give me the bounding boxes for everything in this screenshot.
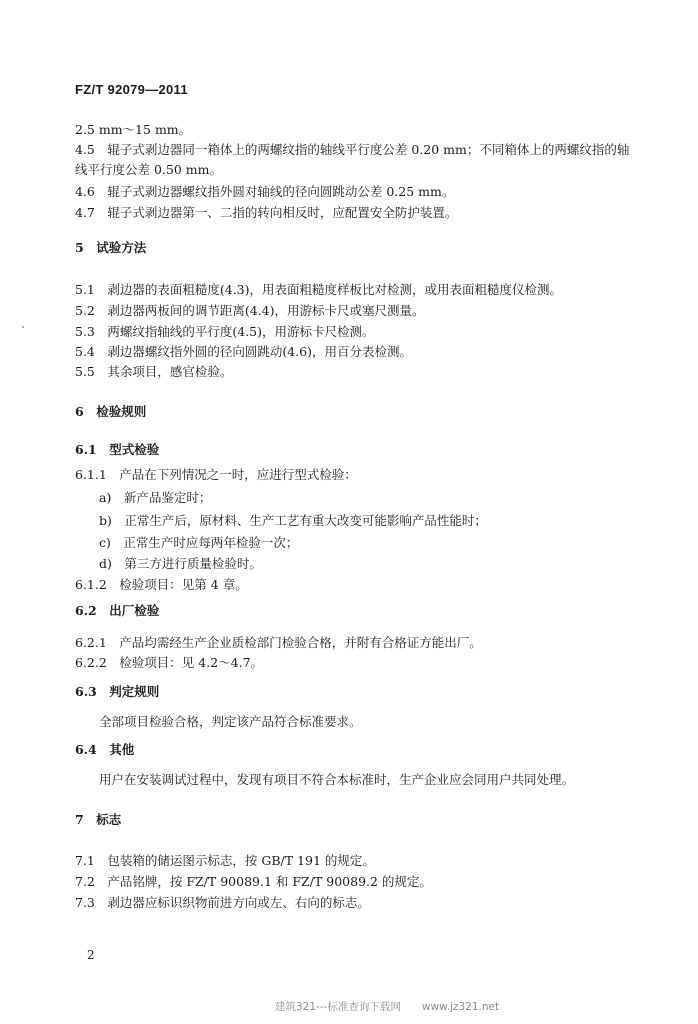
text-line: 6.1.2 检验项目：见第 4 章。 <box>75 577 248 592</box>
text-line: 5.3 两螺纹指轴线的平行度(4.5)，用游标卡尺检测。 <box>75 324 375 339</box>
scan-speck <box>22 326 24 328</box>
section-heading: 6.4 其他 <box>75 742 135 757</box>
page-number: 2 <box>87 948 95 962</box>
text-line: 6.2.1 产品均需经生产企业质检部门检验合格，并附有合格证方能出厂。 <box>75 635 482 650</box>
text-line: 线平行度公差 0.50 mm。 <box>75 162 222 177</box>
text-line: 6.1.1 产品在下列情况之一时，应进行型式检验： <box>75 467 357 482</box>
text-line: c) 正常生产时应每两年检验一次； <box>99 535 299 550</box>
text-line: a) 新产品鉴定时； <box>99 490 212 505</box>
text-line: 用户在安装调试过程中，发现有项目不符合本标准时，生产企业应会同用户共同处理。 <box>99 772 575 787</box>
section-heading: 6.3 判定规则 <box>75 684 160 699</box>
watermark-text: 建筑321---标准查询下载网 www.jz321.net <box>275 1001 500 1013</box>
text-line: 4.6 辊子式剥边器螺纹指外圆对轴线的径向圆跳动公差 0.25 mm。 <box>75 184 455 199</box>
section-heading: 6.1 型式检验 <box>75 442 160 457</box>
text-line: b) 正常生产后，原材料、生产工艺有重大改变可能影响产品性能时； <box>99 513 487 528</box>
section-heading: 5 试验方法 <box>75 240 147 255</box>
text-line: d) 第三方进行质量检验时。 <box>99 556 262 571</box>
section-heading: 7 标志 <box>75 812 122 827</box>
text-line: 7.1 包装箱的储运图示标志，按 GB/T 191 的规定。 <box>75 853 375 868</box>
text-line: 全部项目检验合格，判定该产品符合标准要求。 <box>99 714 362 729</box>
text-line: 5.1 剥边器的表面粗糙度(4.3)，用表面粗糙度样板比对检测，或用表面粗糙度仪检测。 <box>75 282 563 297</box>
text-line: 5.4 剥边器螺纹指外圆的径向圆跳动(4.6)，用百分表检测。 <box>75 344 413 359</box>
text-line: 4.5 辊子式剥边器同一箱体上的两螺纹指的轴线平行度公差 0.20 mm；不同箱体上的两螺纹指的轴 <box>75 142 630 157</box>
text-line: 4.7 辊子式剥边器第一、二指的转向相反时，应配置安全防护装置。 <box>75 205 458 220</box>
standard-code-header: FZ/T 92079—2011 <box>75 82 188 97</box>
text-line: 2.5 mm～15 mm。 <box>75 122 192 137</box>
section-heading: 6 检验规则 <box>75 404 147 419</box>
text-line: 7.3 剥边器应标识织物前进方向或左、右向的标志。 <box>75 895 370 910</box>
text-line: 7.2 产品铭牌，按 FZ/T 90089.1 和 FZ/T 90089.2 的规定。 <box>75 874 432 889</box>
text-line: 5.2 剥边器两板间的调节距离(4.4)，用游标卡尺或塞尺测量。 <box>75 303 425 318</box>
text-line: 5.5 其余项目，感官检验。 <box>75 364 233 379</box>
section-heading: 6.2 出厂检验 <box>75 603 160 618</box>
text-line: 6.2.2 检验项目：见 4.2～4.7。 <box>75 655 264 670</box>
